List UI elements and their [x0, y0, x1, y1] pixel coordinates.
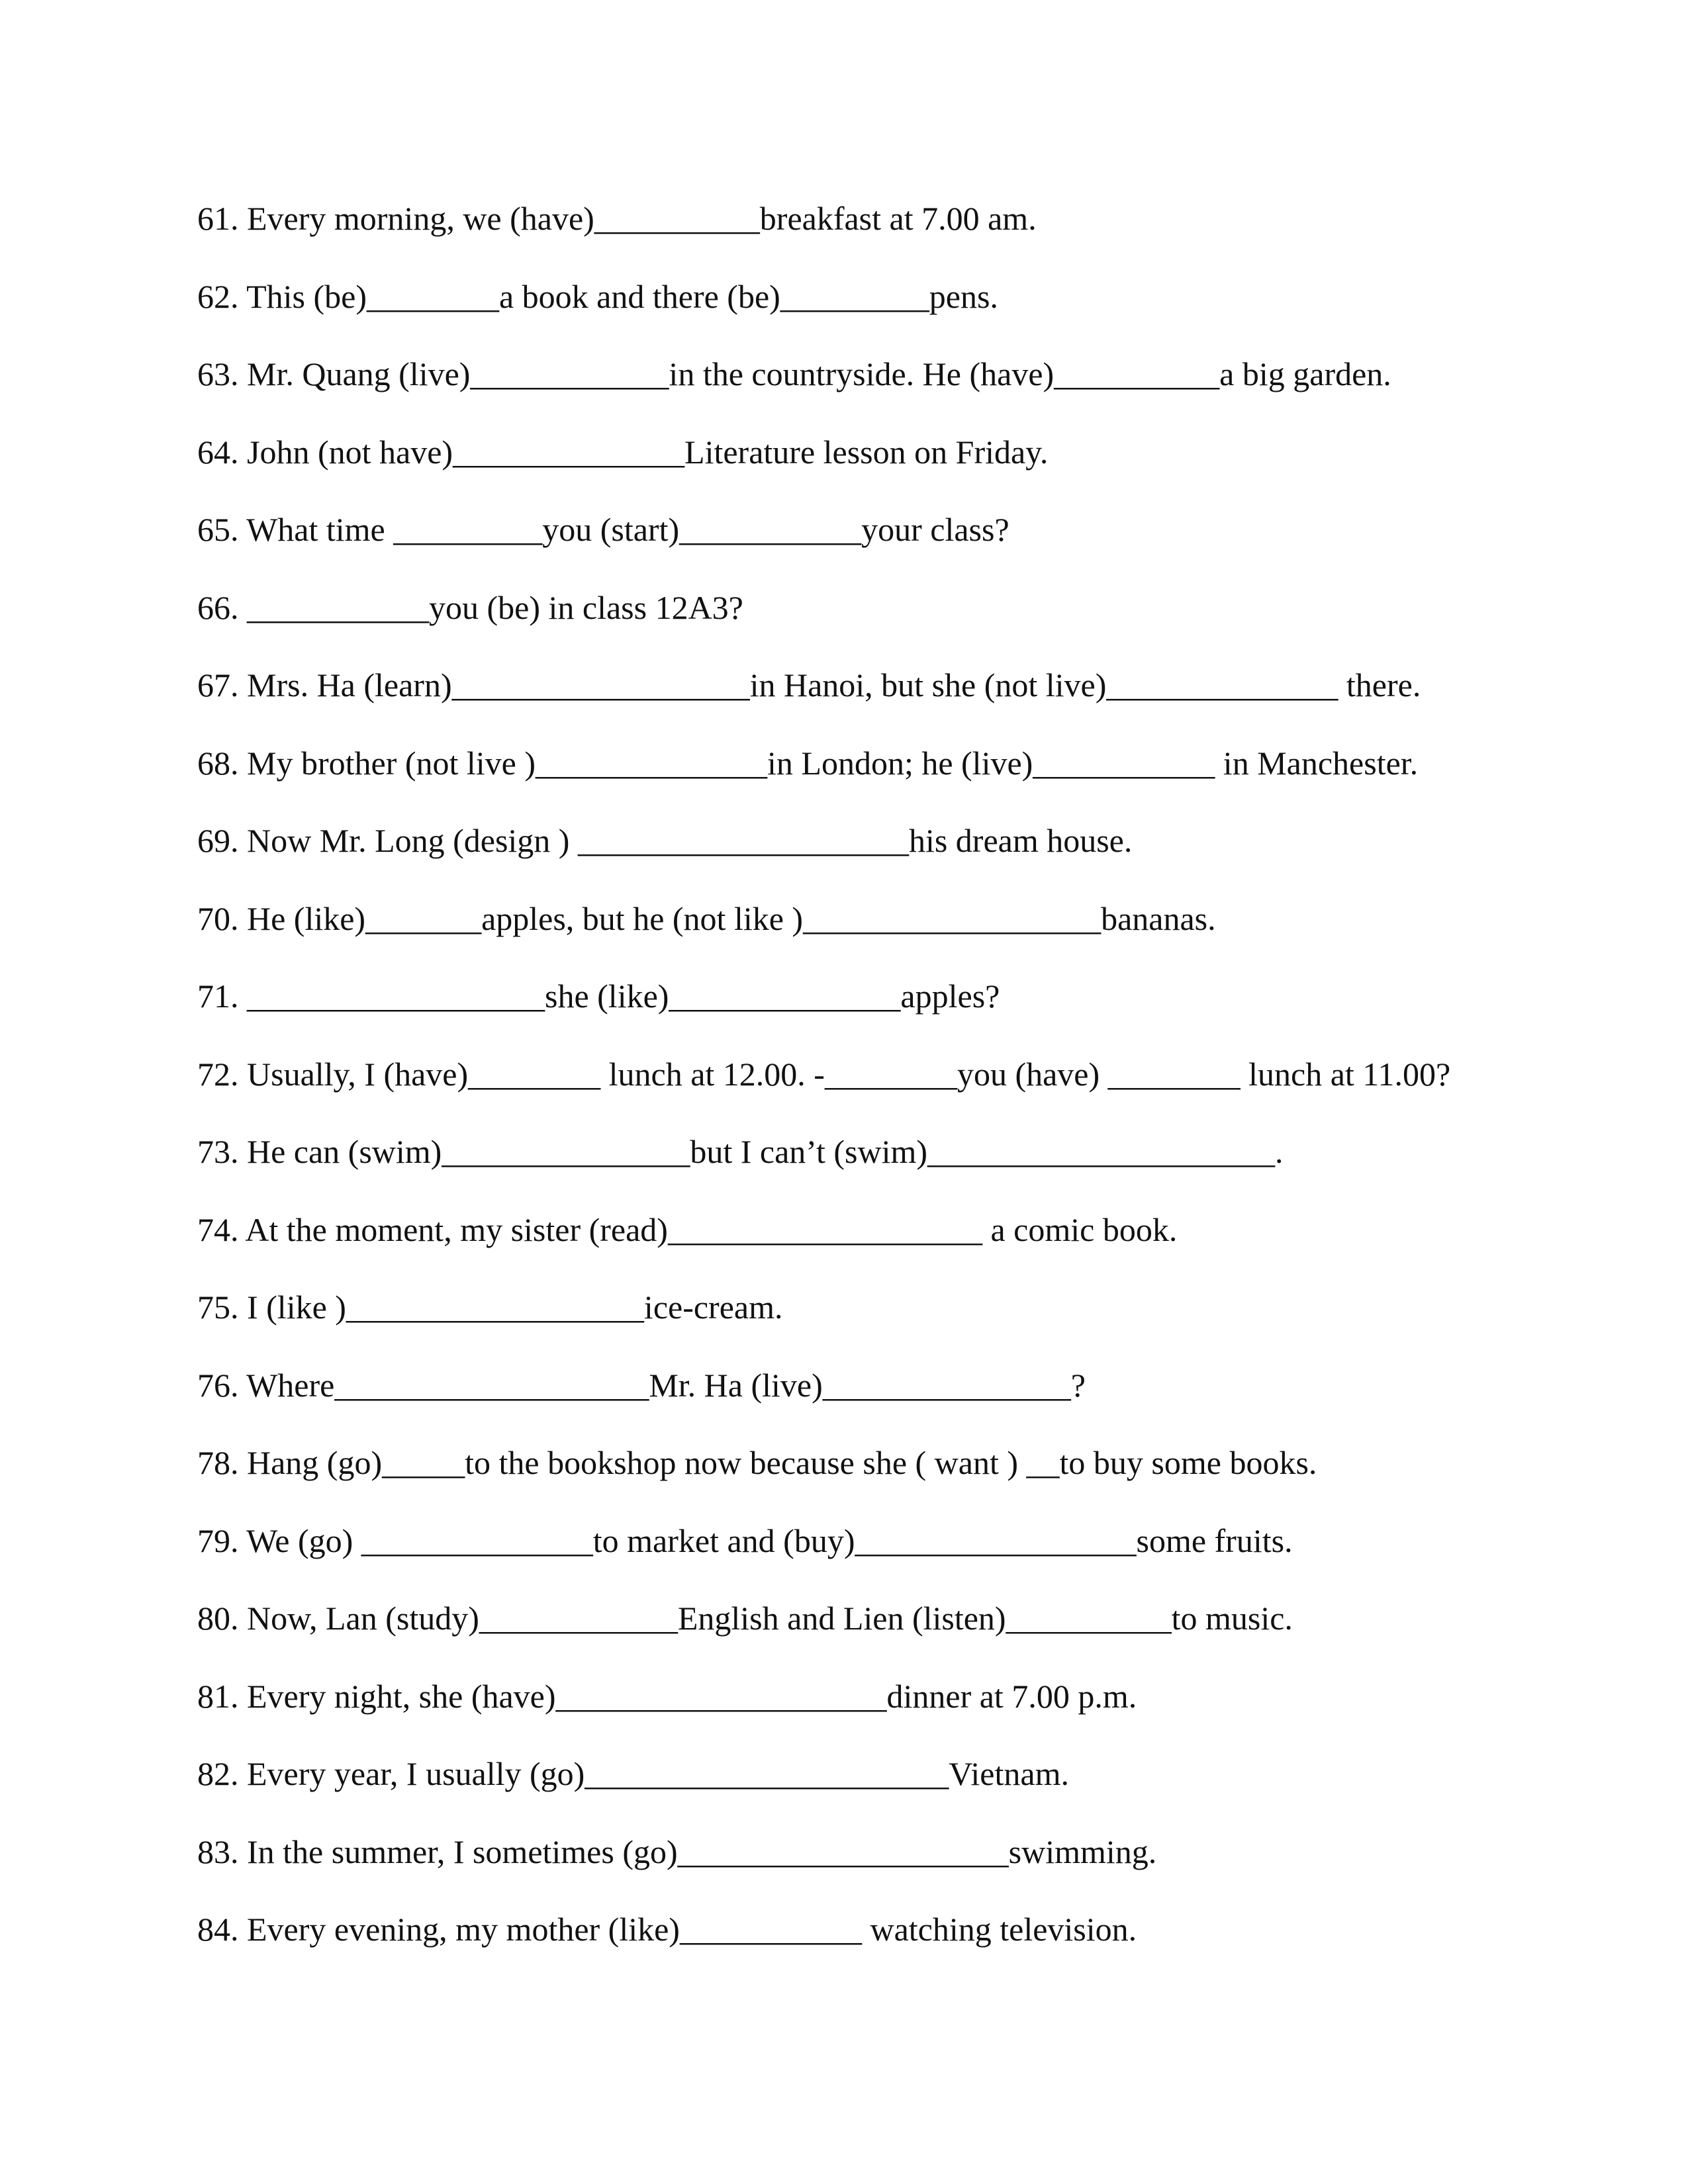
exercise-76: 76. Where___________________Mr. Ha (live)_______________? [197, 1366, 1086, 1404]
exercise-72: 72. Usually, I (have)________ lunch at 12.00. -________you (have) ________ lunch at 11.00? [197, 1055, 1451, 1093]
exercise-71: 71. __________________she (like)______________apples? [197, 978, 1000, 1015]
exercise-79: 79. We (go) ______________to market and (buy)_________________some fruits. [197, 1522, 1293, 1559]
exercise-70: 70. He (like)_______apples, but he (not like )__________________bananas. [197, 899, 1216, 937]
exercise-63: 63. Mr. Quang (live)____________in the countryside. He (have)__________a big garden. [197, 355, 1391, 392]
exercise-84: 84. Every evening, my mother (like)___________ watching television. [197, 1911, 1137, 1948]
exercise-64: 64. John (not have)______________Literature lesson on Friday. [197, 433, 1049, 471]
exercise-83: 83. In the summer, I sometimes (go)____________________swimming. [197, 1833, 1157, 1870]
exercise-67: 67. Mrs. Ha (learn)__________________in Hanoi, but she (not live)______________ there. [197, 666, 1421, 704]
exercise-list [197, 192, 1587, 1981]
exercise-81: 81. Every night, she (have)____________________dinner at 7.00 p.m. [197, 1677, 1137, 1715]
exercise-61: 61. Every morning, we (have)__________breakfast at 7.00 am. [197, 200, 1037, 237]
exercise-82: 82. Every year, I usually (go)______________________Vietnam. [197, 1755, 1069, 1792]
exercise-78: 78. Hang (go)_____to the bookshop now because she ( want ) __to buy some books. [197, 1444, 1317, 1481]
exercise-73: 73. He can (swim)_______________but I can’t (swim)_____________________. [197, 1133, 1284, 1170]
exercise-75: 75. I (like )__________________ice-cream. [197, 1289, 783, 1326]
exercise-62: 62. This (be)________a book and there (be)_________pens. [197, 277, 998, 315]
exercise-65: 65. What time _________you (start)___________your class? [197, 511, 1009, 548]
exercise-80: 80. Now, Lan (study)____________English and Lien (listen)__________to music. [197, 1600, 1293, 1637]
exercise-68: 68. My brother (not live )______________in London; he (live)___________ in Manchester. [197, 744, 1419, 782]
exercise-74: 74. At the moment, my sister (read)___________________ a comic book. [197, 1210, 1178, 1248]
exercise-69: 69. Now Mr. Long (design ) ____________________his dream house. [197, 822, 1133, 859]
exercise-66: 66. ___________you (be) in class 12A3? [197, 588, 743, 626]
